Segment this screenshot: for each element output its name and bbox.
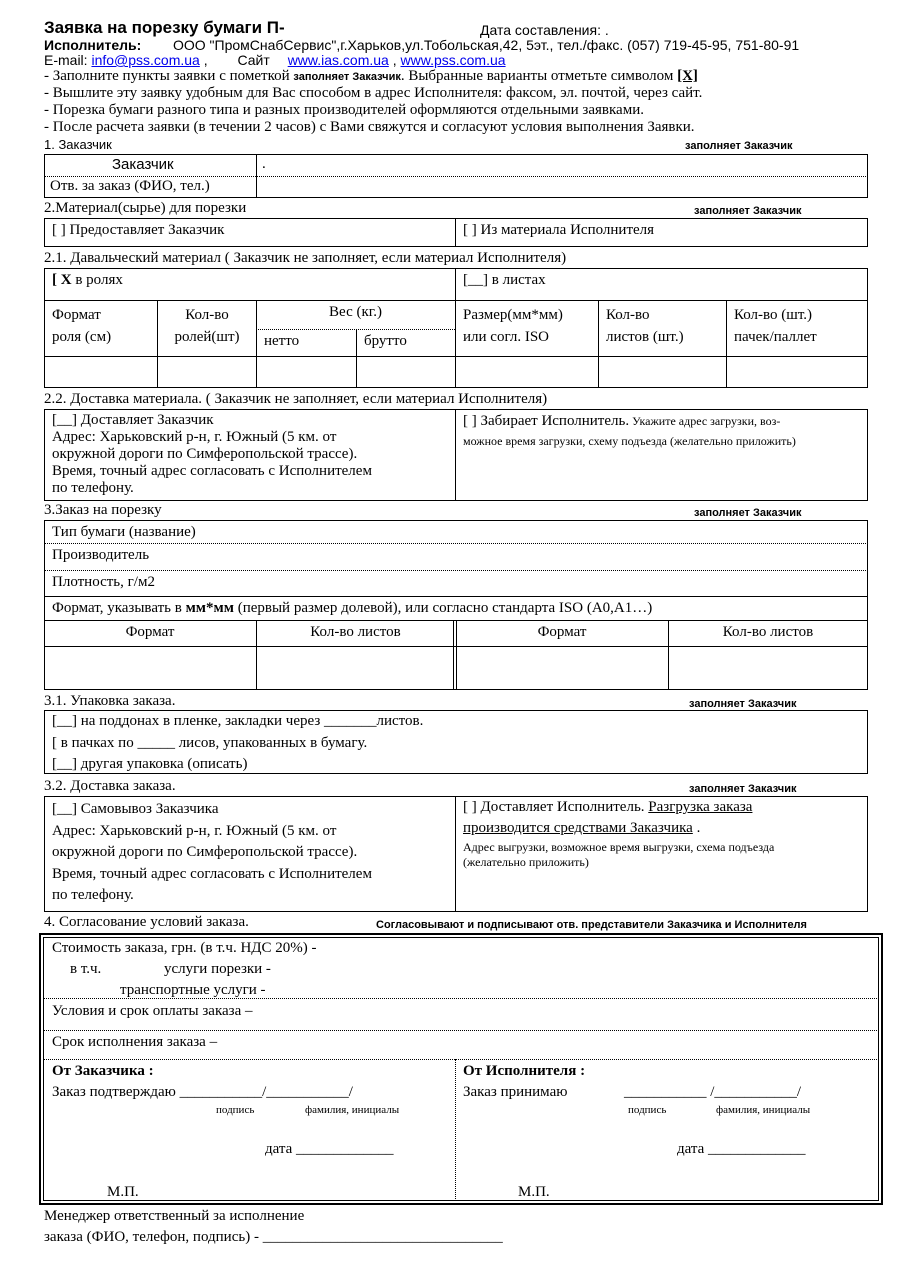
col-roll-qty-line1: Кол-во — [185, 307, 229, 323]
payment-terms-label: Условия и срок оплаты заказа – — [52, 1003, 253, 1019]
col-pack-qty-line2: пачек/паллет — [734, 329, 817, 345]
responsible-label: Отв. за заказ (ФИО, тел.) — [50, 178, 210, 194]
packaging-option-pallets[interactable]: [__] на поддонах в пленке, закладки через _______листов. — [52, 713, 424, 729]
divider — [44, 176, 868, 177]
col-roll-format-line1: Формат — [52, 307, 101, 323]
unloading-note: Разгрузка заказа — [648, 799, 753, 815]
col-roll-qty-line2: ролей(шт) — [174, 329, 240, 345]
col-roll-format-line2: роля (см) — [52, 329, 112, 345]
instruction-1-tag: заполняет Заказчик — [293, 71, 401, 83]
section-2-title: 2.Материал(сырье) для порезки — [44, 200, 247, 216]
manager-line[interactable]: заказа (ФИО, телефон, подпись) - ________________________________ — [44, 1229, 503, 1245]
address-line: по телефону. — [52, 887, 134, 903]
section-2-2-title: 2.2. Доставка материала. ( Заказчик не заполняет, если материал Исполнителя) — [44, 391, 548, 407]
address-line: окружной дороги по Симферопольской трассе). — [52, 844, 358, 860]
manufacturer-label: Производитель — [52, 547, 150, 563]
col-weight-net: нетто — [264, 333, 300, 349]
col-format-2: Формат — [537, 624, 587, 640]
section-3-2-title: 3.2. Доставка заказа. — [44, 778, 176, 794]
instruction-1-symbol: [X] — [677, 68, 698, 84]
instruction-1-text-b: . Выбранные варианты отметьте символом — [400, 68, 678, 84]
signature-caption: подпись — [216, 1104, 255, 1116]
rolls-checkbox[interactable]: [ X — [52, 272, 72, 288]
paper-type-label: Тип бумаги (название) — [52, 524, 196, 540]
section-3-1-title: 3.1. Упаковка заказа. — [44, 693, 176, 709]
rolls-label: в ролях — [71, 272, 123, 288]
site-link-pss[interactable]: www.pss.com.ua — [400, 52, 506, 68]
material-delivery-executor[interactable] — [463, 413, 780, 430]
col-weight: Вес (кг.) — [329, 304, 382, 320]
customer-label: Заказчик — [112, 156, 174, 173]
address-line: Время, точный адрес согласовать с Исполнителем — [52, 865, 372, 882]
col-format: Формат — [125, 624, 175, 640]
material-option-customer[interactable]: [ ] Предоставляет Заказчик — [52, 222, 225, 238]
divider — [455, 1059, 456, 1201]
section-2-tag: заполняет Заказчик — [694, 205, 802, 217]
site-link-ias[interactable]: www.ias.com.ua — [287, 52, 389, 68]
col-sheet-qty-line2: листов (шт.) — [606, 329, 684, 345]
divider — [726, 300, 727, 388]
sheets-label: в листах — [488, 272, 546, 288]
name-caption: фамилия, инициалы — [716, 1104, 811, 1116]
unloading-address-note: Адрес выгрузки, возможное время выгрузки, схема подъезда — [463, 840, 775, 854]
customer-date-line[interactable]: дата _____________ — [265, 1141, 394, 1157]
instruction-1-text: - Заполните пункты заявки с пометкой — [44, 68, 294, 84]
execution-term-label: Срок исполнения заказа – — [52, 1034, 218, 1050]
executor-sign-lines[interactable]: ___________ /___________/ — [624, 1084, 802, 1100]
material-option-executor[interactable]: [ ] Из материала Исполнителя — [463, 222, 655, 238]
col-sheet-qty-line1: Кол-во — [606, 307, 650, 323]
col-pack-qty — [734, 304, 817, 348]
unloading-note-end: . — [692, 820, 701, 836]
col-sheet-size — [463, 304, 563, 348]
instruction-2: - Вышлите эту заявку удобным для Вас способом в адрес Исполнителя: факсом, эл. почтой, через сайт. — [44, 85, 703, 101]
section-2-1-title: 2.1. Давальческий материал ( Заказчик не заполняет, если материал Исполнителя) — [44, 250, 567, 266]
divider — [44, 543, 868, 544]
customer-stamp: М.П. — [107, 1184, 139, 1200]
name-caption: фамилия, инициалы — [305, 1104, 400, 1116]
form-title: Заявка на порезку бумаги П- — [44, 18, 285, 37]
section-3-1-tag: заполняет Заказчик — [689, 698, 797, 710]
col-sheet-size-line1: Размер(мм*мм) — [463, 307, 563, 323]
executor-label: Исполнитель: — [44, 37, 142, 53]
rolls-option[interactable] — [52, 272, 123, 289]
divider — [43, 1059, 879, 1060]
material-delivery-customer-label: Доставляет Заказчик — [77, 412, 214, 428]
address-line: по телефону. — [52, 480, 134, 496]
executor-stamp: М.П. — [518, 1184, 550, 1200]
order-delivery-executor[interactable] — [463, 799, 752, 816]
col-sheet-size-line2: или согл. ISO — [463, 329, 549, 345]
col-sheet-count: Кол-во листов — [310, 624, 401, 640]
executor-date-line[interactable]: дата _____________ — [677, 1141, 806, 1157]
col-roll-qty — [165, 304, 249, 348]
instruction-3: - Порезка бумаги разного типа и разных производителей оформляются отдельными заявками. — [44, 102, 644, 118]
divider — [455, 218, 456, 247]
col-roll-format — [52, 304, 111, 348]
executor-accept-label: Заказ принимаю — [463, 1084, 568, 1100]
section-4-title: 4. Согласование условий заказа. — [44, 914, 249, 930]
sheets-checkbox[interactable]: [__] — [463, 272, 488, 288]
signature-caption: подпись — [628, 1104, 667, 1116]
unloading-note-text: производится средствами Заказчика — [463, 820, 693, 836]
section-3-tag: заполняет Заказчик — [694, 507, 802, 519]
email-label: E-mail: — [44, 52, 92, 68]
address-line: Адрес: Харьковский р-н, г. Южный (5 км. от — [52, 822, 337, 839]
delivery-executor-label[interactable]: [ ] Доставляет Исполнитель. — [463, 799, 649, 815]
instruction-4: - После расчета заявки (в течении 2 часов) с Вами свяжутся и согласуют условия выполнения Заявки. — [44, 119, 695, 135]
section-3-2-tag: заполняет Заказчик — [689, 783, 797, 795]
unloading-note-2 — [463, 820, 700, 837]
transport-service-label: транспортные услуги - — [120, 982, 266, 998]
format-instruction-text: Формат, указывать в — [52, 600, 186, 616]
section-3-title: 3.Заказ на порезку — [44, 502, 162, 518]
divider — [356, 329, 357, 388]
divider — [455, 268, 456, 388]
address-line: Адрес: Харьковский р-н, г. Южный (5 км. от — [52, 429, 337, 445]
divider — [455, 409, 456, 501]
address-line: Время, точный адрес согласовать с Исполнителем — [52, 463, 372, 479]
unloading-address-note-2: (желательно приложить) — [463, 855, 589, 869]
format-instruction-text-b: (первый размер долевой), или согласно стандарта ISO (А0,А1…) — [233, 600, 653, 616]
divider — [44, 596, 868, 597]
divider — [157, 300, 158, 388]
customer-sign-heading: От Заказчика : — [52, 1063, 154, 1079]
divider — [598, 300, 599, 388]
customer-confirm-line[interactable]: Заказ подтверждаю ___________/___________/ — [52, 1084, 353, 1100]
instruction-1 — [44, 68, 698, 85]
executor-sign-heading: От Исполнителя : — [463, 1063, 586, 1079]
divider — [44, 570, 868, 571]
format-instruction-unit: мм*мм — [185, 600, 234, 616]
order-pickup-customer[interactable] — [52, 799, 372, 907]
order-cost-label: Стоимость заказа, грн. (в т.ч. НДС 20%) - — [52, 940, 317, 956]
date-label: Дата составления: . — [480, 22, 609, 38]
col-sheet-qty — [606, 304, 684, 348]
contact-line: E-mail: info@pss.com.ua , Сайт www.ias.com.ua , www.pss.com.ua — [44, 52, 506, 68]
material-delivery-executor-note-2: можное время загрузки, схему подъезда (желательно приложить) — [463, 434, 796, 448]
packaging-option-packs[interactable]: [ в пачках по _____ лисов, упакованных в бумагу. — [52, 735, 368, 751]
section-1-title: 1. Заказчик — [44, 137, 112, 152]
divider — [43, 1030, 879, 1031]
section-4-tag: Согласовывают и подписывают отв. представители Заказчика и Исполнителя — [376, 919, 807, 931]
address-line: окружной дороги по Симферопольской трассе). — [52, 446, 358, 462]
section-1-tag: заполняет Заказчик — [685, 140, 793, 152]
divider — [44, 300, 868, 301]
col-pack-qty-line1: Кол-во (шт.) — [734, 307, 812, 323]
executor-info: ООО "ПромСнабСервис",г.Харьков,ул.Тобольская,42, 5эт., тел./факс. (057) 719-45-95, 751-80-91 — [173, 37, 800, 53]
customer-input[interactable]: . — [262, 156, 266, 172]
format-instruction — [52, 600, 652, 617]
density-label: Плотность, г/м2 — [52, 574, 155, 590]
col-sheet-count-2: Кол-во листов — [722, 624, 814, 640]
divider — [44, 356, 868, 357]
divider — [256, 329, 455, 330]
col-weight-gross: брутто — [364, 333, 407, 349]
including-label: в т.ч. — [70, 961, 102, 977]
material-delivery-executor-note: Укажите адрес загрузки, воз- — [629, 414, 781, 428]
sheets-option[interactable] — [463, 272, 546, 289]
cutting-service-label: услуги порезки - — [164, 961, 271, 977]
packaging-option-other[interactable]: [__] другая упаковка (описать) — [52, 756, 248, 772]
material-delivery-customer[interactable] — [52, 412, 372, 497]
divider — [455, 796, 456, 912]
manager-label: Менеджер ответственный за исполнение — [44, 1208, 305, 1224]
site-label: Сайт — [237, 52, 270, 68]
pickup-checkbox-label[interactable]: [__] Самовывоз Заказчика — [52, 801, 219, 817]
material-delivery-customer-checkbox[interactable]: [__] — [52, 412, 77, 428]
email-link[interactable]: info@pss.com.ua — [91, 52, 200, 68]
material-delivery-executor-label[interactable]: [ ] Забирает Исполнитель. — [463, 413, 630, 429]
